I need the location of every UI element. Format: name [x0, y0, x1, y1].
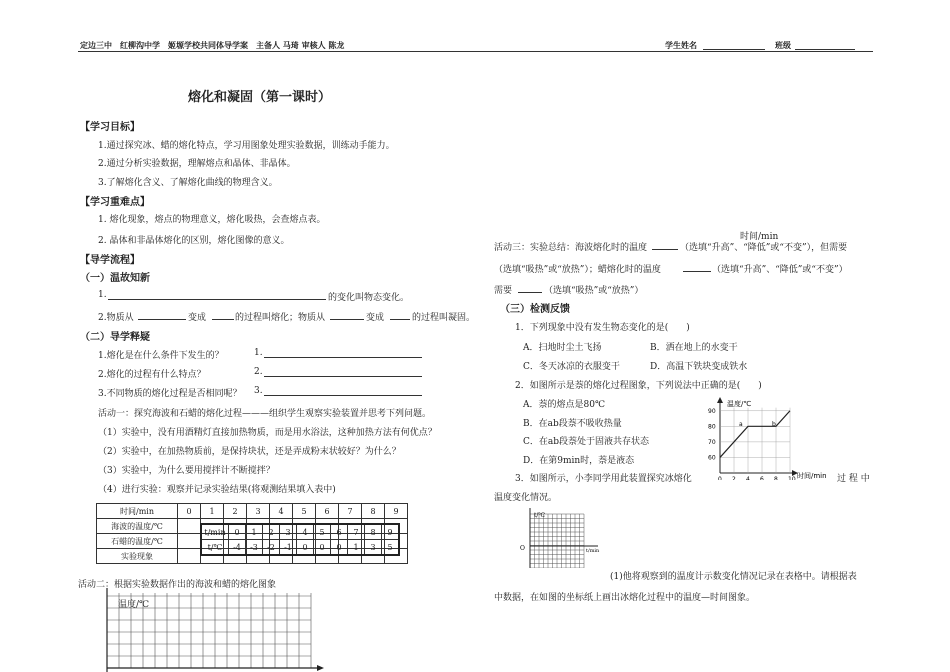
objective-2: 2.通过分析实验数据，理解熔点和晶体、非晶体。 [98, 159, 296, 169]
ice-header-temp: t/℃ [201, 540, 229, 556]
activity2-grid[interactable] [95, 588, 325, 672]
check-q2-option-b[interactable]: B．在ab段萘不吸收热量 [523, 419, 622, 429]
check-q2-option-c[interactable]: C．在ab段萘处于固液共存状态 [523, 437, 650, 447]
guide-q2: 2.熔化的过程有什么特点？ [98, 370, 206, 380]
header-student: 学生姓名 [665, 41, 697, 50]
record-time-cell: 8 [362, 504, 385, 519]
activity1-s3: （3）实验中，为什么要用搅拌计不断搅拌？ [98, 466, 275, 476]
check-q2: 2．如图所示是萘的熔化过程图象，下列说法中正确的是( ) [515, 381, 762, 391]
review-line2-c: 的过程叫熔化；物质从 [235, 313, 326, 323]
time-label: 时间/min [740, 232, 779, 242]
record-input-cell[interactable] [178, 534, 201, 549]
naph-point-a: a [739, 421, 743, 428]
guide-answer-3[interactable] [264, 395, 422, 396]
record-time-cell: 4 [270, 504, 293, 519]
ice-time-cell: 0 [229, 524, 246, 540]
activity3-part2: （选填“升高”、“降低”或“不变”），但需要 [680, 243, 848, 253]
review-line2-d: 变成 [366, 313, 385, 323]
activity3-part6: （选填“吸热”或“放热”） [544, 286, 644, 296]
naph-xtick: 10 [788, 476, 796, 480]
record-time-cell: 2 [224, 504, 247, 519]
record-time-cell: 0 [178, 504, 201, 519]
record-time-cell: 3 [247, 504, 270, 519]
naph-ytick: 90 [708, 407, 716, 415]
check-q3-sub1: (1)他将观察到的温度计示数变化情况记录在表格中。请根据表 [610, 572, 857, 582]
guide-a3: 3. [254, 386, 263, 396]
ice-data-table [200, 523, 400, 556]
header-rule [78, 51, 873, 52]
guide-answer-1[interactable] [264, 357, 422, 358]
naph-ytick: 70 [708, 438, 716, 446]
record-time-cell: 7 [339, 504, 362, 519]
check-q3-a: 3．如图所示，小李同学用此装置探究冰熔化 [515, 474, 692, 484]
header-left: 定边三中 红柳沟中学 姬塬学校共同体导学案 主备人 马琦 审核人 陈龙 [80, 41, 345, 50]
ice-time-cell: 5 [314, 524, 331, 540]
naph-ytick: 80 [708, 423, 716, 431]
ice-origin: O [520, 545, 525, 552]
page-title: 熔化和凝固（第一课时） [188, 90, 332, 105]
naph-xtick: 8 [774, 476, 778, 480]
ice-ylabel: t/℃ [534, 512, 546, 519]
review-blank-5[interactable] [390, 319, 410, 320]
check-q1-option-d[interactable]: D．高温下铁块变成铁水 [650, 362, 748, 372]
naph-xtick: 0 [718, 476, 722, 480]
record-row-label-time: 时间/min [97, 504, 178, 519]
record-input-cell[interactable] [178, 519, 201, 534]
naphthalene-chart [695, 395, 835, 480]
guide-a1: 1. [254, 348, 263, 358]
objectives-heading: 【学习目标】 [80, 122, 140, 133]
ice-xlabel: t/min [586, 548, 600, 554]
review-line1-num: 1. [98, 290, 107, 300]
guide-q3: 3.不同物质的熔化过程是否相同呢？ [98, 389, 242, 399]
naph-ylabel: 温度/℃ [727, 400, 752, 408]
review-blank-2[interactable] [138, 319, 186, 320]
ice-temp-cell: -1 [280, 540, 297, 556]
activity3-blank-2[interactable] [683, 271, 711, 272]
ice-grid-chart[interactable] [518, 508, 608, 568]
activity2-text: 活动二：根据实验数据作出的海波和蜡的熔化图象 [78, 580, 277, 590]
check-q1: 1．下列现象中没有发生物态变化的是( ) [515, 323, 690, 333]
record-time-cell: 9 [385, 504, 408, 519]
record-input-cell[interactable] [178, 549, 201, 564]
naph-curve [720, 411, 790, 458]
key-points-heading: 【学习重难点】 [80, 197, 150, 208]
ice-temp-cell: 1 [348, 540, 365, 556]
check-q2-option-a[interactable]: A．萘的熔点是80℃ [523, 400, 606, 410]
ice-temp-cell: -3 [246, 540, 263, 556]
check-q3-sub2: 中数据，在如图的坐标纸上画出冰熔化过程中的温度—时间图象。 [494, 593, 756, 603]
activity3-part4: （选填“升高”、“降低”或“不变”） [712, 265, 848, 275]
activity1-s1: （1）实验中，没有用酒精灯直接加热物质，而是用水浴法，这种加热方法有何优点？ [98, 428, 437, 438]
activity3-blank-3[interactable] [518, 292, 542, 293]
activity1-s2: （2）实验中，在加热物质前，是保持块状，还是弄成粉末状较好？为什么？ [98, 447, 401, 457]
activity3-blank-1[interactable] [652, 249, 678, 250]
ice-time-cell: 3 [280, 524, 297, 540]
check-q1-option-c[interactable]: C．冬天冰凉的衣服变干 [523, 362, 620, 372]
record-row-label-hypo: 海波的温度/℃ [97, 519, 178, 534]
ice-temp-cell: 5 [382, 540, 400, 556]
header-class: 班级 [775, 41, 791, 50]
naph-xtick: 4 [746, 476, 750, 480]
class-blank[interactable] [795, 49, 855, 50]
naph-xtick: 6 [760, 476, 764, 480]
flow-heading: 【导学流程】 [80, 255, 140, 266]
ice-header-time: t/min [201, 524, 229, 540]
ice-temp-cell: -4 [229, 540, 246, 556]
naph-xlabel: 时间/min [797, 472, 827, 480]
ice-temp-cell: 3 [365, 540, 382, 556]
review-line1-text: 的变化叫物态变化。 [328, 293, 410, 303]
record-time-cell: 1 [201, 504, 224, 519]
review-line2-e: 的过程叫凝固。 [412, 313, 476, 323]
record-time-cell: 5 [293, 504, 316, 519]
naph-point-b: b [772, 421, 776, 428]
record-row-label-wax: 石蜡的温度/℃ [97, 534, 178, 549]
review-heading: （一）温故知新 [80, 273, 150, 284]
check-q2-option-d[interactable]: D．在第9min时，萘是液态 [523, 456, 635, 466]
ice-temp-cell: 0 [331, 540, 348, 556]
ice-time-cell: 9 [382, 524, 400, 540]
ice-time-cell: 8 [365, 524, 382, 540]
activity3-part3-prefix: （选填“吸热”或“放热”）；蜡熔化时的温度 [494, 265, 661, 275]
activity2-ylabel: 温度/℃ [118, 600, 150, 610]
key-point-2: 2. 晶体和非晶体熔化的区别，熔化图像的意义。 [98, 236, 290, 246]
review-line2-b: 变成 [188, 313, 207, 323]
guide-q1: 1.熔化是在什么条件下发生的？ [98, 351, 224, 361]
objective-3: 3.了解熔化含义、了解熔化曲线的物理含义。 [98, 178, 278, 188]
guide-answer-2[interactable] [264, 376, 422, 377]
ice-time-cell: 4 [297, 524, 314, 540]
review-blank-4[interactable] [330, 319, 364, 320]
guide-a2: 2. [254, 367, 263, 377]
objective-1: 1.通过探究冰、蜡的熔化特点，学习用图象处理实验数据，训练动手能力。 [98, 141, 395, 151]
review-blank-1[interactable] [108, 299, 326, 300]
check-q1-option-b[interactable]: B．洒在地上的水变干 [650, 343, 738, 353]
review-blank-3[interactable] [212, 319, 234, 320]
ice-temp-cell: 0 [314, 540, 331, 556]
ice-time-cell: 7 [348, 524, 365, 540]
review-line2-a: 2.物质从 [98, 313, 134, 323]
key-point-1: 1. 熔化现象，熔点的物理意义，熔化吸热，会查熔点表。 [98, 215, 326, 225]
check-q1-option-a[interactable]: A．扫地时尘土飞扬 [523, 343, 602, 353]
ice-time-cell: 6 [331, 524, 348, 540]
student-name-blank[interactable] [703, 49, 765, 50]
ice-time-cell: 1 [246, 524, 263, 540]
check-q3-c: 温度变化情况。 [494, 493, 558, 503]
activity3-part5: 需要 [494, 286, 513, 296]
ice-time-cell: 2 [263, 524, 280, 540]
check-heading: （三）检测反馈 [500, 304, 570, 315]
naph-ytick: 60 [708, 454, 716, 462]
ice-temp-cell: 0 [297, 540, 314, 556]
activity1-text: 活动一：探究海波和石蜡的熔化过程———组织学生观察实验装置并思考下列问题。 [98, 409, 432, 419]
record-row-label-phenomenon: 实验现象 [97, 549, 178, 564]
activity1-s4: （4）进行实验：观察并记录实验结果(将观测结果填入表中) [98, 485, 336, 495]
guide-heading: （二）导学释疑 [80, 332, 150, 343]
check-q3-b: 过 程 中 [837, 474, 870, 484]
activity3-part1: 活动三：实验总结：海波熔化时的温度 [494, 243, 648, 253]
record-time-cell: 6 [316, 504, 339, 519]
ice-temp-cell: -2 [263, 540, 280, 556]
naph-xtick: 2 [732, 476, 736, 480]
